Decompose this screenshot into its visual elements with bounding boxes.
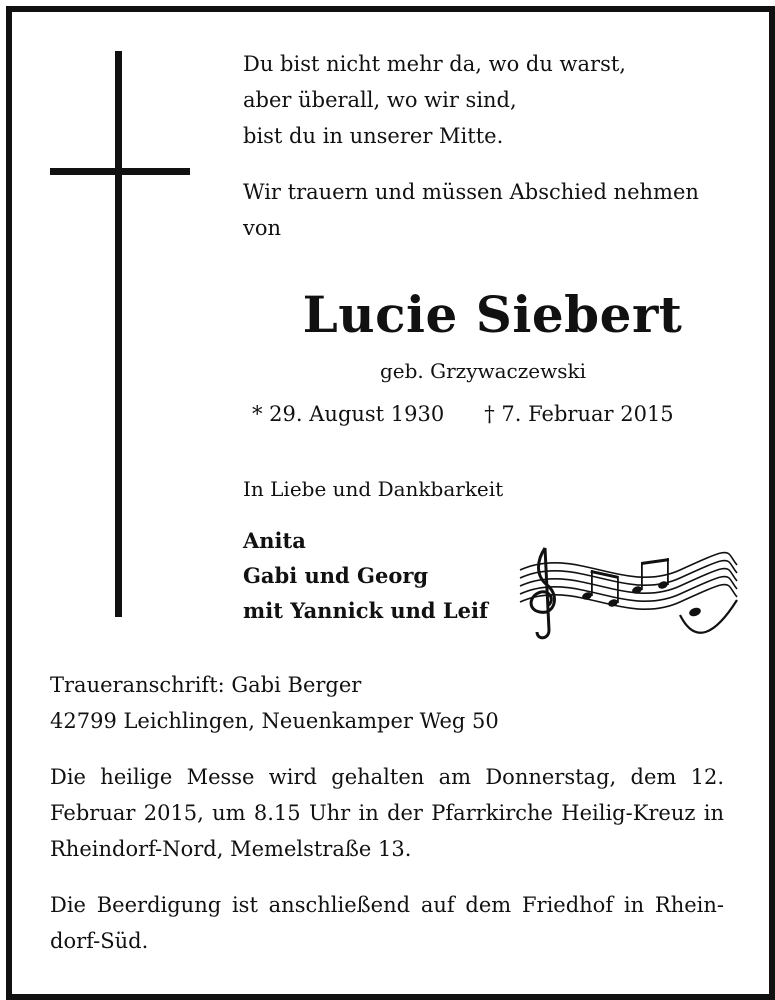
mourner: Gabi und Georg	[243, 563, 429, 588]
life-dates	[252, 396, 674, 432]
mourner: Anita	[243, 528, 306, 553]
address-line: 42799 Leichlingen, Neuenkamper Weg 50	[50, 709, 499, 733]
intro-text	[243, 174, 699, 246]
verse-line: bist du in unserer Mitte.	[243, 124, 504, 148]
mourning-address	[50, 667, 499, 739]
deceased-name: Lucie Siebert	[302, 285, 683, 344]
birth-date: * 29. August 1930	[252, 402, 445, 426]
burial-announcement: Die Beerdigung ist anschließend auf dem Friedhof in Rhein-dorf-Süd.	[50, 893, 724, 953]
gratitude-text: In Liebe und Dankbarkeit	[243, 477, 504, 501]
mourners-list	[243, 523, 488, 628]
verse-line: aber überall, wo wir sind,	[243, 88, 517, 112]
intro-line: Wir trauern und müssen Abschied nehmen	[243, 180, 699, 204]
mass-announcement: Die heilige Messe wird gehalten am Donnerstag, dem 12. Februar 2015, um 8.15 Uhr in der Pfarrkirche Heilig-Kreuz in Rheindorf-Nord, Memelstraße 13.	[50, 765, 724, 861]
address-line: Traueranschrift: Gabi Berger	[50, 673, 362, 697]
death-date: † 7. Februar 2015	[484, 402, 674, 426]
music-notes-icon	[515, 540, 740, 650]
verse	[243, 46, 626, 154]
intro-line: von	[243, 216, 282, 240]
mourner: mit Yannick und Leif	[243, 598, 489, 623]
birth-name: geb. Grzywaczewski	[379, 359, 587, 383]
verse-line: Du bist nicht mehr da, wo du warst,	[243, 52, 626, 76]
cross-horizontal-bar	[50, 168, 190, 175]
